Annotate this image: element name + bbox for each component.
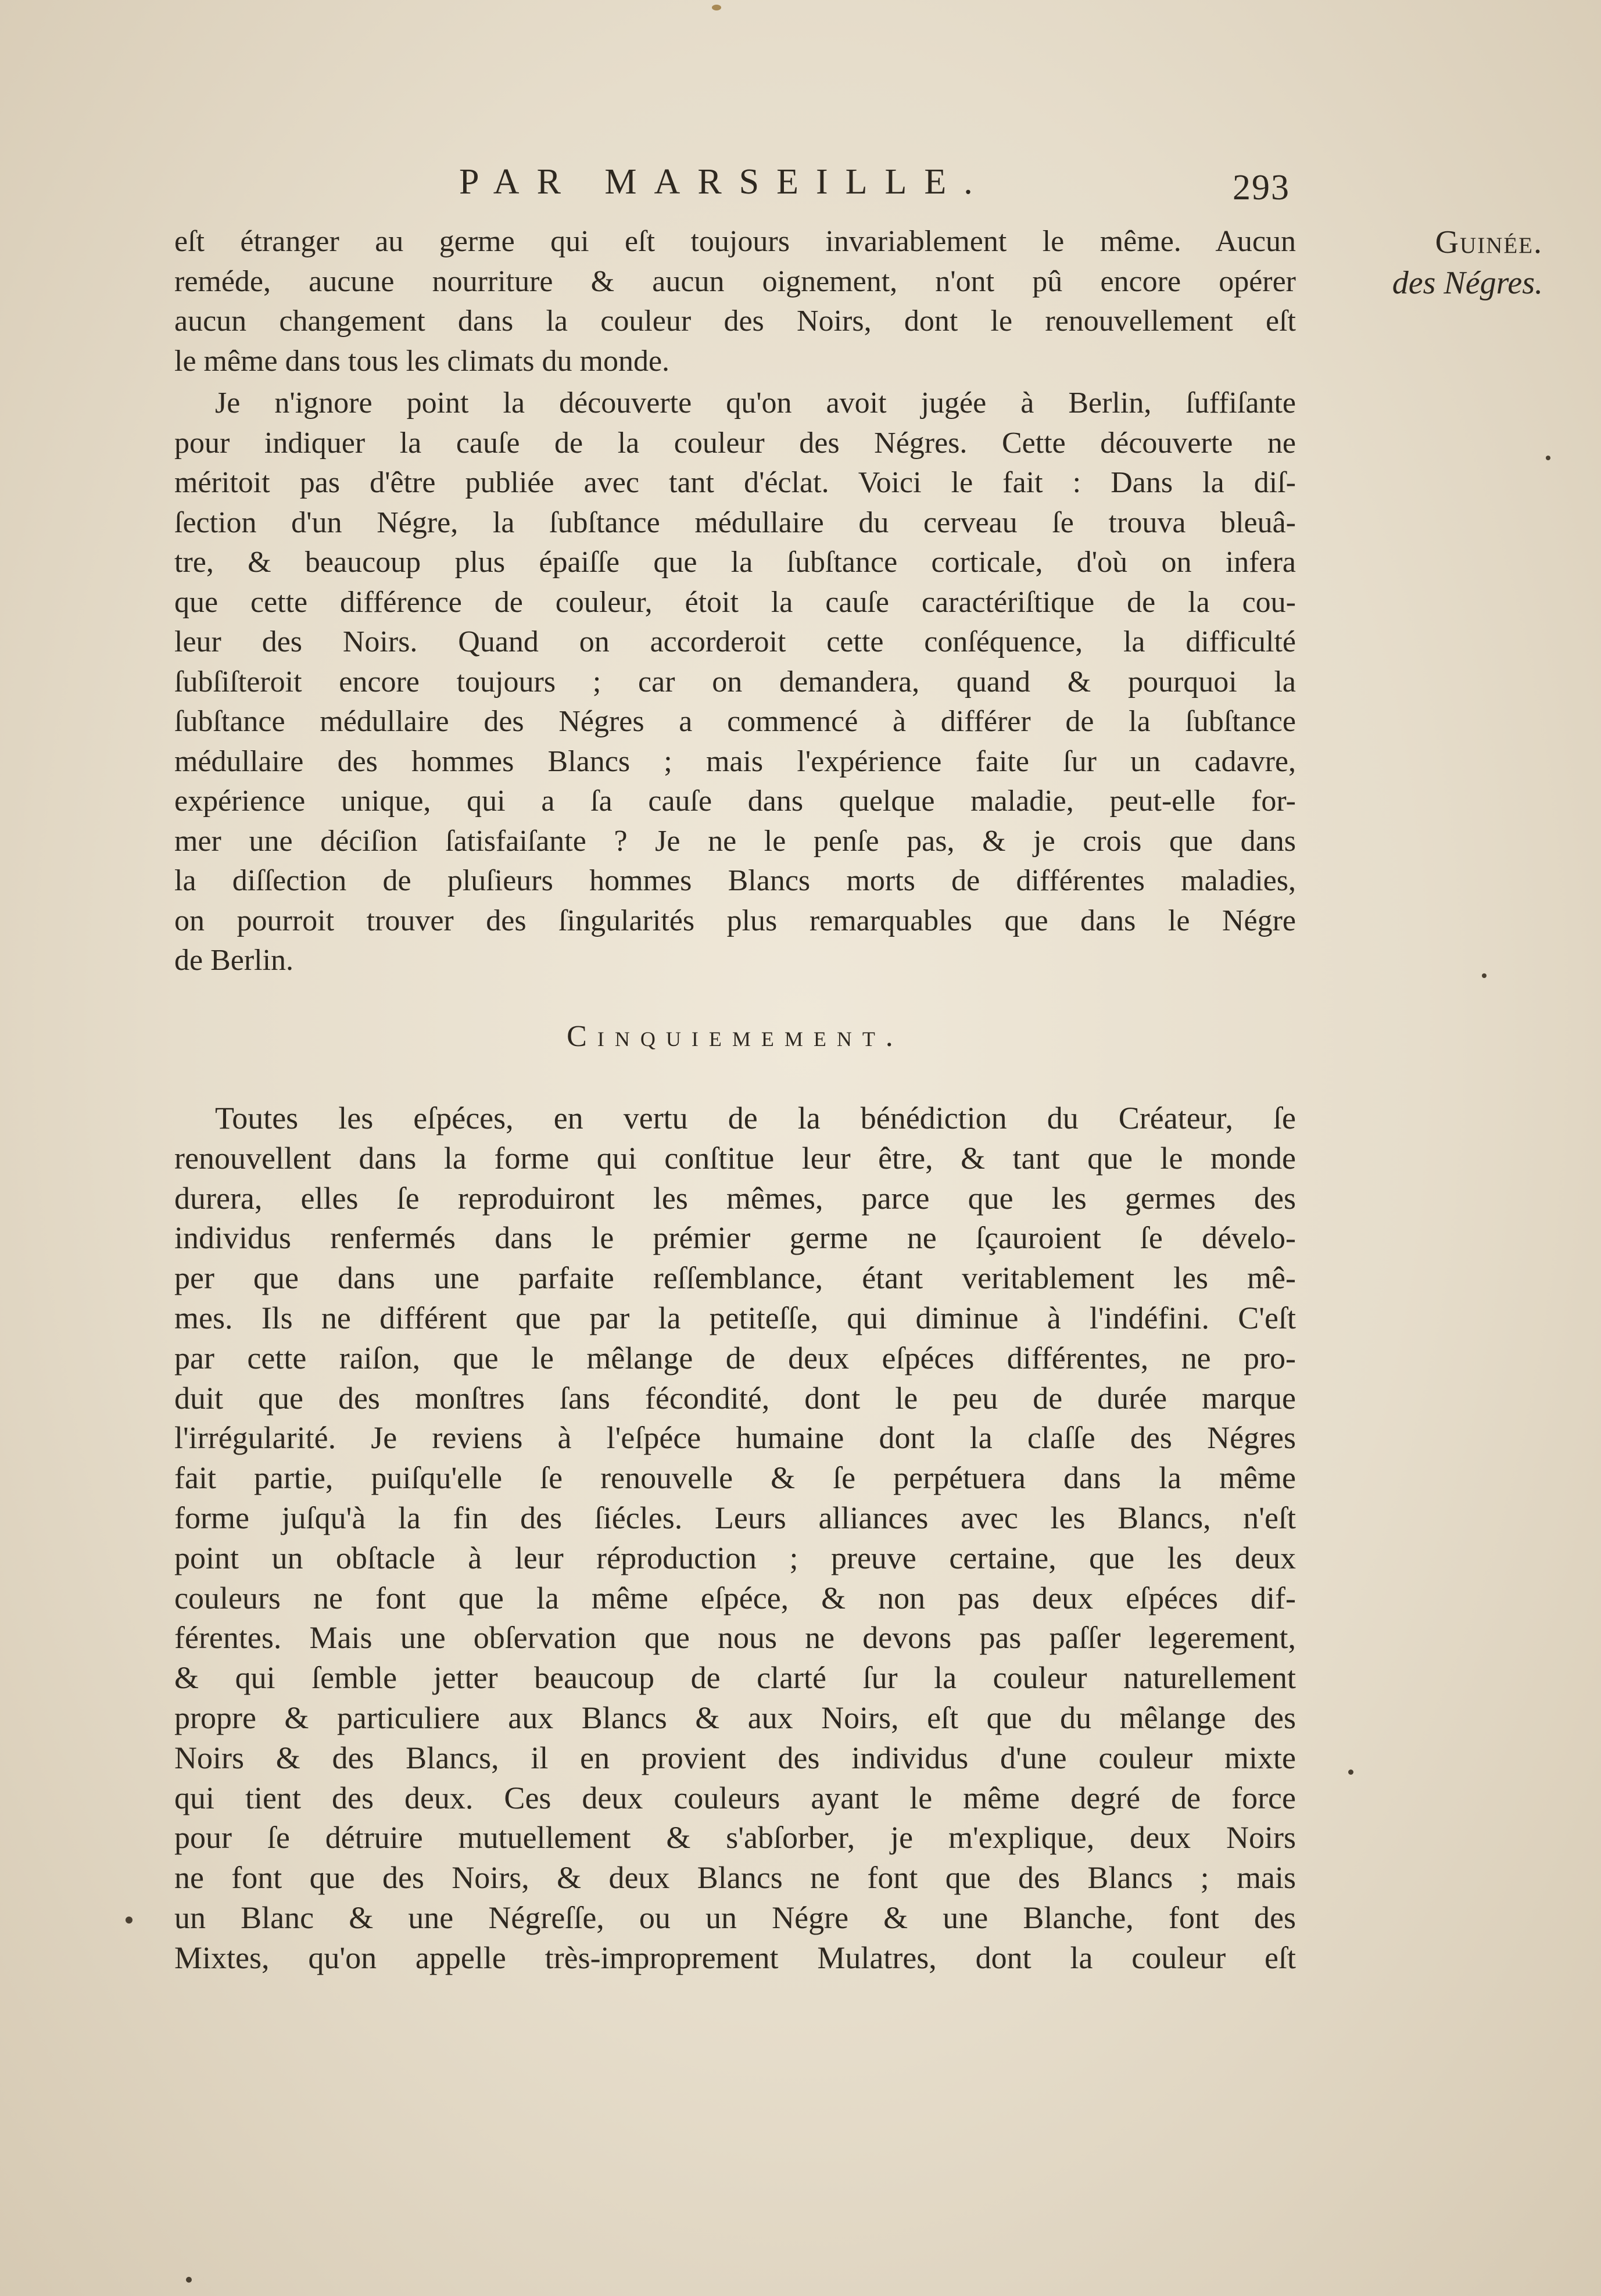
paragraph-continuation [174, 222, 1296, 381]
text-line: eſt étranger au germe qui eſt toujours invariablement le même. Aucun [174, 225, 1296, 258]
text-line: point un obſtacle à leur réproduction ; preuve certaine, que les deux [174, 1540, 1296, 1575]
margin-note-line-2: des Négres. [1392, 265, 1543, 301]
text-line: qui tient des deux. Ces deux couleurs ayant le même degré de force [174, 1780, 1296, 1815]
text-line: un Blanc & une Négreſſe, ou un Négre & une Blanche, font des [174, 1900, 1296, 1935]
text-line: que cette différence de couleur, étoit la cauſe caractériſtique de la cou- [174, 585, 1296, 619]
paper-speck [1482, 973, 1487, 978]
text-line: aucun changement dans la couleur des Noirs, dont le renouvellement eſt [174, 305, 1296, 338]
page-number: 293 [1233, 168, 1290, 207]
text-line: l'irrégularité. Je reviens à l'eſpéce humaine dont la claſſe des Négres [174, 1420, 1296, 1456]
text-line: individus renfermés dans le prémier germe ne ſçauroient ſe dévelo- [174, 1220, 1296, 1256]
text-line: médullaire des hommes Blancs ; mais l'expérience faite ſur un cadavre, [174, 744, 1296, 778]
text-line: propre & particuliere aux Blancs & aux Noirs, eſt que du mêlange des [174, 1700, 1296, 1735]
paper-speck [126, 1917, 132, 1924]
text-line: mer une déciſion ſatisfaiſante ? Je ne le penſe pas, & je crois que dans [174, 824, 1296, 858]
text-line: durera, elles ſe reproduiront les mêmes, parce que les germes des [174, 1180, 1296, 1216]
text-line: mes. Ils ne différent que par la petiteſſe, qui diminue à l'indéfini. C'eſt [174, 1300, 1296, 1335]
text-line: pour ſe détruire mutuellement & s'abſorber, je m'explique, deux Noirs [174, 1820, 1296, 1856]
paper-speck [712, 5, 721, 10]
text-line: pour indiquer la cauſe de la couleur des Négres. Cette découverte ne [174, 426, 1296, 460]
text-line: Toutes les eſpéces, en vertu de la bénédiction du Créateur, ſe [215, 1101, 1296, 1136]
paragraph-berlin [174, 384, 1296, 981]
margin-note [1310, 222, 1543, 303]
text-line: méritoit pas d'être publiée avec tant d'éclat. Voici le fait : Dans la diſ- [174, 466, 1296, 499]
text-line: reméde, aucune nourriture & aucun oignement, n'ont pû encore opérer [174, 264, 1296, 298]
page-header [174, 162, 1290, 214]
text-line: Je n'ignore point la découverte qu'on avoit jugée à Berlin, ſuffiſante [215, 386, 1296, 420]
section-heading: Cinquiemement. [567, 1020, 904, 1053]
text-line: per que dans une parfaite reſſemblance, étant veritablement les mê- [174, 1260, 1296, 1296]
text-line: ſubſiſteroit encore toujours ; car on demandera, quand & pourquoi la [174, 665, 1296, 699]
text-line: forme juſqu'à la fin des ſiécles. Leurs alliances avec les Blancs, n'eſt [174, 1500, 1296, 1535]
text-line: ſubſtance médullaire des Négres a commencé à différer de la ſubſtance [174, 705, 1296, 738]
text-line: fait partie, puiſqu'elle ſe renouvelle & ſe perpétuera dans la même [174, 1460, 1296, 1496]
text-line: & qui ſemble jetter beaucoup de clarté ſur la couleur naturellement [174, 1660, 1296, 1696]
running-title: PAR MARSEILLE. [459, 162, 990, 202]
text-line: renouvellent dans la forme qui conſtitue leur être, & tant que le monde [174, 1140, 1296, 1176]
text-line: tre, & beaucoup plus épaiſſe que la ſubſtance corticale, d'où on infera [174, 546, 1296, 579]
text-line: ſection d'un Négre, la ſubſtance médullaire du cerveau ſe trouva bleuâ- [174, 506, 1296, 539]
text-line: la diſſection de pluſieurs hommes Blancs morts de différentes maladies, [174, 864, 1296, 897]
text-line: le même dans tous les climats du monde. [174, 344, 670, 378]
text-line: Mixtes, qu'on appelle très-improprement Mulatres, dont la couleur eſt [174, 1940, 1296, 1975]
text-line: férentes. Mais une obſervation que nous ne devons pas paſſer legerement, [174, 1620, 1296, 1656]
text-line: ne font que des Noirs, & deux Blancs ne font que des Blancs ; mais [174, 1860, 1296, 1896]
text-line: Noirs & des Blancs, il en provient des individus d'une couleur mixte [174, 1740, 1296, 1775]
text-line: expérience unique, qui a ſa cauſe dans quelque maladie, peut-elle for- [174, 785, 1296, 818]
text-line: de Berlin. [174, 944, 294, 977]
text-line: leur des Noirs. Quand on accorderoit cette conſéquence, la difficulté [174, 625, 1296, 658]
text-line: couleurs ne font que la même eſpéce, & non pas deux eſpéces dif- [174, 1580, 1296, 1616]
paper-speck [1546, 456, 1550, 460]
paragraph-cinquiemement [174, 1098, 1296, 1978]
text-line: par cette raiſon, que le mêlange de deux eſpéces différentes, ne pro- [174, 1340, 1296, 1376]
text-line: on pourroit trouver des ſingularités plus remarquables que dans le Négre [174, 904, 1296, 937]
text-line: duit que des monſtres ſans fécondité, dont le peu de durée marque [174, 1380, 1296, 1416]
paper-speck [186, 2277, 192, 2283]
paper-speck [1348, 1770, 1353, 1775]
margin-note-line-1: Guinée. [1435, 224, 1543, 260]
